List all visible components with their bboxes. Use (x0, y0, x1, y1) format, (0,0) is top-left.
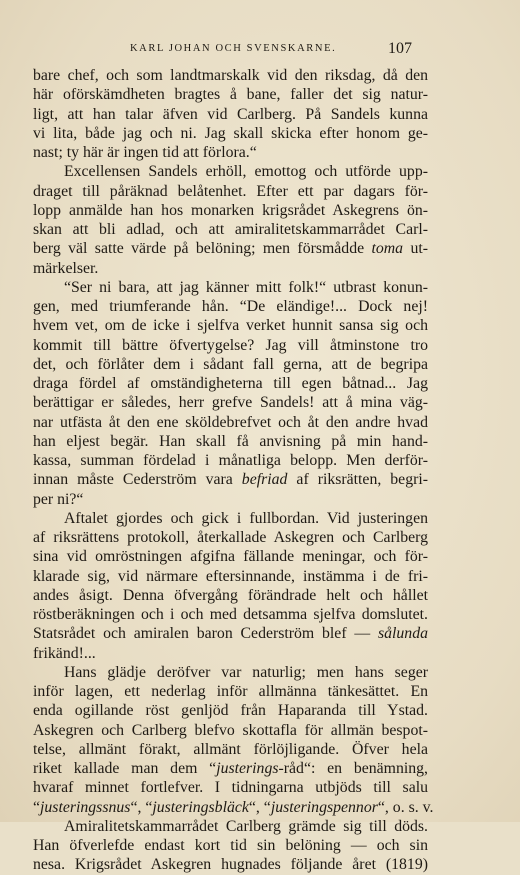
text-line: per ni?“ (33, 490, 84, 508)
text-line: andes åsigt. Denna öfvergång förändrade helt och hållet (33, 586, 428, 604)
body-text (33, 66, 434, 875)
page-number: 107 (388, 40, 412, 57)
text-line: klarade sig, vid närmare eftersinnande, instämma i de fri- (33, 567, 428, 585)
text-line: af riksrättens protokoll, återkallade Askegren och Carlberg (33, 529, 428, 546)
text-line: draget till påräknad belåtenhet. Efter ett par dagars för- (33, 182, 428, 200)
text-line: han eljest begär. Han skall få anvisning på min hand- (33, 432, 428, 450)
text-line: här oförskämdheten bragtes å bane, faller det sig natur- (33, 86, 428, 104)
text-line: Aftalet gjordes och gick i fullbordan. Vid justeringen (64, 509, 428, 527)
text-line: nast; ty här är ingen tid att förlora.“ (33, 144, 257, 161)
text-line: vi lita, både jag och ni. Jag skall skicka efter honom ge- (33, 124, 428, 142)
text-line: hvem vet, om de icke i sjelfva verket hunnit sansa sig och (33, 317, 428, 335)
text-line: Excellensen Sandels erhöll, emottog och utförde upp- (64, 163, 428, 181)
text-line: Amiralitetskammarrådet Carlberg grämde sig till döds. (64, 817, 428, 835)
text-line: det, och förlåter dem i sådant fall gerna, att de begripa (33, 355, 428, 373)
text-line: Hans glädje deröfver var naturlig; men hans seger (64, 663, 428, 681)
text-line: lopp anmälde han hos monarken krigsrådet Askegrens ön- (33, 201, 428, 219)
text-line: kommit till bättre öfvertygelse? Jag vill åtminstone tro (33, 336, 428, 354)
page-header (0, 40, 520, 60)
text-line: draga fördel af omständigheterna till egen båtnad... Jag (33, 375, 428, 392)
text-line: gen, med triumferande hån. “De eländige!... Dock nej! (33, 298, 428, 315)
text-line: Statsrådet och amiralen baron Cederström blef — sålunda (33, 625, 428, 643)
text-line: märkelser. (33, 259, 99, 277)
text-line: enda ogillande röst genljöd från Haparanda till Ystad. (33, 702, 428, 720)
text-line: kassa, summan fördelad i månatliga belopp. Men derför- (33, 452, 428, 469)
text-line: nesa. Krigsrådet Askegren hugnades följande året (1819) (33, 856, 428, 874)
text-line: ligt, att han talar äfven vid Carlberg. På Sandels kunna (33, 105, 428, 123)
text-line: röstberäkningen och i och med detsamma sjelfva domslutet. (33, 606, 428, 623)
text-line: riket kallade man dem “justerings-råd“: en benämning, (33, 760, 429, 777)
text-line: frikänd!... (33, 644, 96, 662)
text-line: berättigar er således, herr grefve Sandels! att å mina väg- (33, 394, 428, 412)
text-line: bare chef, och som landtmarskalk vid den riksdag, då den (33, 67, 428, 84)
text-line: telse, allmänt förakt, allmänt förlöjligande. Öfver hela (33, 740, 428, 758)
text-line: sina vid omröstningen afgifna fällande meningar, och för- (33, 548, 428, 566)
text-line: inför lagen, ett nederlag inför allmänna tänkesättet. En (33, 683, 428, 700)
text-line: skan att bli adlad, och att amiralitetskammarrådet Carl- (33, 221, 428, 238)
text-line: Askegren och Carlberg blefvo skottafla för allmän bespot- (33, 721, 428, 739)
text-line: innan måste Cederström vara befriad af riksrätten, begri- (33, 471, 428, 489)
text-line: hvaraf minnet fortlefver. I tidningarna utbjöds till salu (33, 779, 428, 797)
text-line: nar utfästa åt den ene sköldebrefvet och åt den andre hvad (33, 413, 428, 431)
text-line: berg väl satte värde på belöning; men försmådde toma ut- (33, 240, 429, 258)
running-head: KARL JOHAN OCH SVENSKARNE. (130, 43, 337, 54)
text-line: “justeringssnus“, “justeringsbläck“, “justeringspennor“, o. s. v. (33, 798, 434, 816)
text-line: Han öfverlefde endast kort tid sin belöning — och sin (33, 837, 428, 854)
text-line: “Ser ni bara, att jag känner mitt folk!“ utbrast konun- (64, 278, 428, 296)
